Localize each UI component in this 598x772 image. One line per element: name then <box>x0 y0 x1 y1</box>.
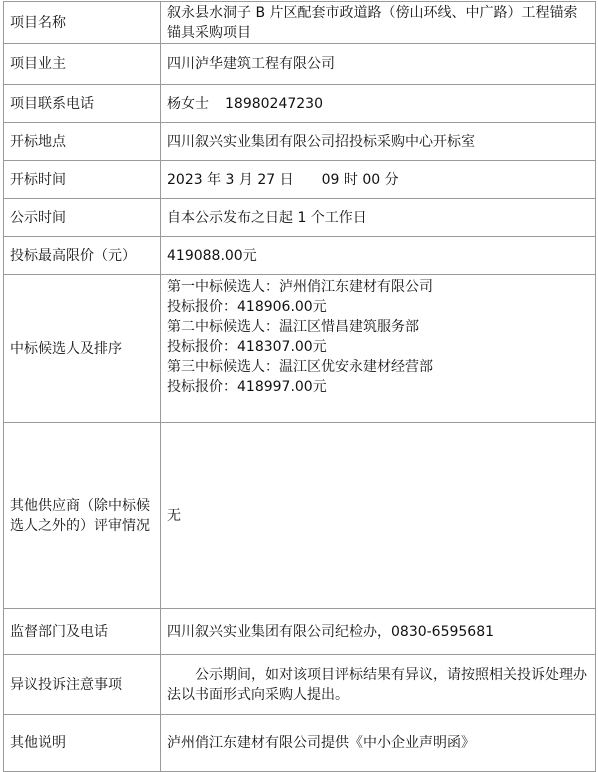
opening-place-value: 四川叙兴实业集团有限公司招投标采购中心开标室 <box>161 123 596 161</box>
contact-value <box>161 85 596 123</box>
max-price-label: 投标最高限价（元） <box>4 237 161 275</box>
contact-name: 杨女士 <box>167 95 209 112</box>
row-other-suppliers <box>4 423 596 609</box>
contact-phone: 18980247230 <box>225 95 323 112</box>
objection-label: 异议投诉注意事项 <box>4 655 161 715</box>
candidate-2-rank: 第二中标候选人：温江区惜昌建筑服务部 <box>167 319 419 335</box>
opening-place-label: 开标地点 <box>4 123 161 161</box>
candidate-1-rank: 第一中标候选人：泸州俏江东建材有限公司 <box>167 279 433 295</box>
row-publicity-period <box>4 199 596 237</box>
objection-value: 公示期间，如对该项目评标结果有异议，请按照相关投诉处理办法以书面形式向采购人提出。 <box>161 655 596 715</box>
publicity-period-value: 自本公示发布之日起 1 个工作日 <box>161 199 596 237</box>
row-other-notes <box>4 715 596 772</box>
row-project-name <box>4 2 596 44</box>
row-objection <box>4 655 596 715</box>
row-candidates <box>4 275 596 423</box>
candidate-2-price: 投标报价：418307.00元 <box>167 339 327 355</box>
other-notes-label: 其他说明 <box>4 715 161 772</box>
project-name-value: 叙永县水洞子 B 片区配套市政道路（傍山环线、中广路）工程锚索锚具采购项目 <box>161 2 596 44</box>
contact-label: 项目联系电话 <box>4 85 161 123</box>
candidate-3-rank: 第三中标候选人：温江区优安永建材经营部 <box>167 359 433 375</box>
opening-date: 2023 年 3 月 27 日 <box>167 171 294 188</box>
row-supervision <box>4 609 596 655</box>
row-opening-time <box>4 161 596 199</box>
owner-value: 四川泸华建筑工程有限公司 <box>161 44 596 85</box>
project-name-label: 项目名称 <box>4 2 161 44</box>
candidate-1-price: 投标报价：418906.00元 <box>167 299 327 315</box>
opening-time-value <box>161 161 596 199</box>
other-notes-value: 泸州俏江东建材有限公司提供《中小企业声明函》 <box>161 715 596 772</box>
candidate-3-price: 投标报价：418997.00元 <box>167 379 327 395</box>
supervision-label: 监督部门及电话 <box>4 609 161 655</box>
row-contact <box>4 85 596 123</box>
row-opening-place <box>4 123 596 161</box>
owner-label: 项目业主 <box>4 44 161 85</box>
max-price-value: 419088.00元 <box>161 237 596 275</box>
candidates-label: 中标候选人及排序 <box>4 275 161 423</box>
other-suppliers-value: 无 <box>161 423 596 609</box>
other-suppliers-label: 其他供应商（除中标候选人之外的）评审情况 <box>4 423 161 609</box>
opening-time-label: 开标时间 <box>4 161 161 199</box>
supervision-value: 四川叙兴实业集团有限公司纪检办，0830-6595681 <box>161 609 596 655</box>
opening-hour: 09 时 00 分 <box>321 171 399 188</box>
bid-result-table <box>3 1 596 772</box>
row-max-price <box>4 237 596 275</box>
candidates-value <box>161 275 596 423</box>
row-owner <box>4 44 596 85</box>
publicity-period-label: 公示时间 <box>4 199 161 237</box>
